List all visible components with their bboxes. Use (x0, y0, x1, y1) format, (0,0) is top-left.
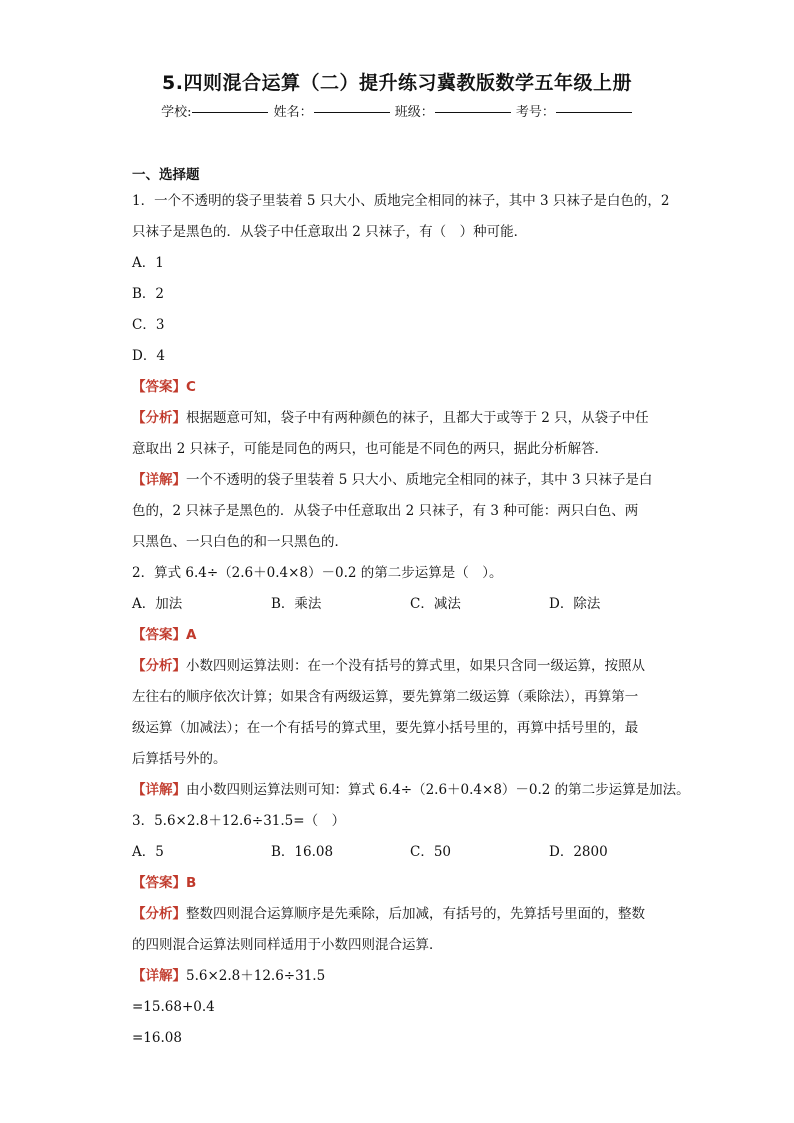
q1-stem-line-1: 1．一个不透明的袋子里装着 5 只大小、质地完全相同的袜子，其中 3 只袜子是白色的，2 (132, 193, 670, 209)
analysis-tag: 【分析】 (132, 410, 186, 426)
q3-stem: 3．5.6×2.8＋12.6÷31.5=（ ） (132, 813, 346, 829)
exam-no-blank[interactable] (556, 112, 632, 113)
class-label: 班级： (394, 105, 434, 120)
detail-tag: 【详解】 (132, 472, 186, 488)
q3-detail-line-2: =15.68+0.4 (132, 999, 215, 1015)
class-blank[interactable] (435, 112, 511, 113)
q1-analysis-line-1: 【分析】根据题意可知，袋子中有两种颜色的袜子，且都大于或等于 2 只，从袋子中任 (132, 410, 649, 426)
name-blank[interactable] (314, 112, 390, 113)
q1-option-c: C．3 (132, 317, 165, 333)
q1-detail-line-1: 【详解】一个不透明的袋子里装着 5 只大小、质地完全相同的袜子，其中 3 只袜子是白 (132, 472, 653, 488)
q3-detail-line-3: =16.08 (132, 1030, 182, 1046)
detail-tag: 【详解】 (132, 782, 186, 798)
q2-option-d: D．除法 (549, 596, 601, 612)
answer-tag: 【答案】 (132, 379, 186, 395)
q2-answer (132, 626, 196, 644)
q2-answer-value: A (186, 627, 197, 643)
q2-analysis-line-2: 左往右的顺序依次计算；如果含有两级运算，要先算第二级运算（乘除法），再算第一 (132, 689, 639, 705)
q1-analysis-line-2: 意取出 2 只袜子，可能是同色的两只，也可能是不同色的两只，据此分析解答． (132, 441, 609, 457)
q2-analysis-line-1: 【分析】小数四则运算法则：在一个没有括号的算式里，如果只含同一级运算，按照从 (132, 658, 645, 674)
exam-no-label: 考号： (515, 105, 555, 120)
q3-detail-line-1: 【详解】5.6×2.8＋12.6÷31.5 (132, 968, 326, 984)
school-label: 学校: (161, 105, 192, 120)
q1-answer-value: C (186, 379, 196, 395)
q3-analysis-line-1: 【分析】整数四则混合运算顺序是先乘除，后加减，有括号的，先算括号里面的，整数 (132, 906, 645, 922)
name-label: 姓名： (273, 105, 313, 120)
analysis-tag: 【分析】 (132, 658, 186, 674)
q2-option-b: B．乘法 (271, 596, 322, 612)
q3-option-c: C．50 (410, 844, 452, 860)
page-title: 5.四则混合运算（二）提升练习冀教版数学五年级上册 (162, 72, 632, 94)
q2-options (132, 595, 600, 613)
q1-option-b: B．2 (132, 286, 165, 302)
q1-answer (132, 378, 196, 396)
q2-option-c: C．减法 (410, 596, 461, 612)
q2-analysis-line-3: 级运算（加减法）；在一个有括号的算式里，要先算小括号里的，再算中括号里的，最 (132, 720, 639, 736)
q3-option-b: B．16.08 (271, 844, 334, 860)
q1-detail-line-2: 色的，2 只袜子是黑色的．从袋子中任意取出 2 只袜子，有 3 种可能：两只白色、两 (132, 503, 639, 519)
q3-analysis-line-2: 的四则混合运算法则同样适用于小数四则混合运算． (132, 937, 443, 953)
answer-tag: 【答案】 (132, 627, 186, 643)
q1-option-d: D．4 (132, 348, 165, 364)
analysis-tag: 【分析】 (132, 906, 186, 922)
q2-detail: 【详解】由小数四则运算法则可知：算式 6.4÷（2.6＋0.4×8）－0.2 的第二步运算是加法。 (132, 782, 690, 798)
q3-option-d: D．2800 (549, 844, 608, 860)
q2-analysis-line-4: 后算括号外的。 (132, 751, 227, 767)
q1-option-a: A．1 (132, 255, 164, 271)
school-blank[interactable] (192, 112, 268, 113)
student-info-line (0, 101, 794, 120)
q2-option-a: A．加法 (132, 596, 183, 612)
q3-answer (132, 874, 196, 892)
q1-detail-line-3: 只黑色、一只白色的和一只黑色的． (132, 534, 348, 550)
q2-stem: 2．算式 6.4÷（2.6＋0.4×8）－0.2 的第二步运算是（ ）。 (132, 565, 503, 581)
answer-tag: 【答案】 (132, 875, 186, 891)
q3-answer-value: B (186, 875, 197, 891)
section-title: 一、选择题 (132, 167, 200, 183)
q1-stem-line-2: 只袜子是黑色的．从袋子中任意取出 2 只袜子，有（ ）种可能． (132, 224, 528, 240)
q3-options (132, 843, 608, 861)
detail-tag: 【详解】 (132, 968, 186, 984)
q3-option-a: A．5 (132, 844, 164, 860)
